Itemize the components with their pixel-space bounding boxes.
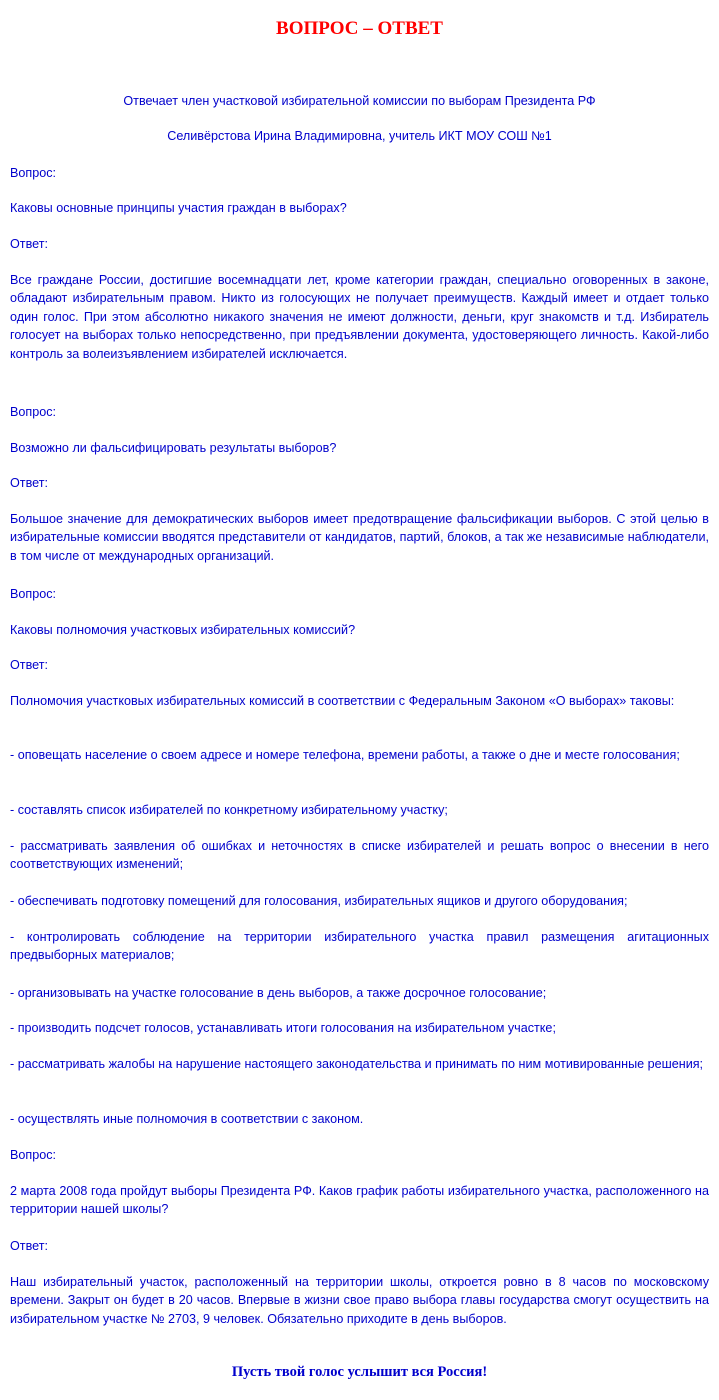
question-label: Вопрос:	[10, 166, 57, 180]
question-label: Вопрос:	[10, 405, 57, 419]
question-label: Вопрос:	[10, 1148, 57, 1162]
answer-text: Полномочия участковых избирательных комиссий в соответствии с Федеральным Законом «О выборах» таковы:	[10, 694, 675, 708]
list-item: - обеспечивать подготовку помещений для голосования, избирательных ящиков и другого оборудования;	[10, 894, 628, 908]
answer-label: Ответ:	[10, 658, 48, 672]
question-text: 2 марта 2008 года пройдут выборы Президента РФ. Каков график работы избирательного участка, расположенного на территории нашей школы?	[10, 1184, 709, 1217]
answer-label: Ответ:	[10, 1239, 48, 1253]
page-title: ВОПРОС – ОТВЕТ	[276, 18, 443, 39]
list-item: - рассматривать жалобы на нарушение настоящего законодательства и принимать по ним мотивированные решения;	[10, 1057, 704, 1071]
list-item: - составлять список избирателей по конкретному избирательному участку;	[10, 803, 448, 817]
question-text: Каковы основные принципы участия граждан в выборах?	[10, 201, 347, 215]
question-text: Возможно ли фальсифицировать результаты выборов?	[10, 441, 337, 455]
answer-text: Наш избирательный участок, расположенный на территории школы, откроется ровно в 8 часов по московскому времени. Закрыт он будет в 20 часов. Впервые в жизни свое право выбора главы государства смогут осуществить на избирательном участке № 2703, 9 человек. Обязательно приходите в день выборов.	[10, 1275, 709, 1326]
list-item: - организовывать на участке голосование в день выборов, а также досрочное голосование;	[10, 986, 547, 1000]
list-item: - контролировать соблюдение на территории избирательного участка правил размещения агитационных предвыборных материалов;	[10, 930, 709, 963]
list-item: - рассматривать заявления об ошибках и неточностях в списке избирателей и решать вопрос о внесении в него соответствующих изменений;	[10, 839, 709, 872]
list-item: - оповещать население о своем адресе и номере телефона, времени работы, а также о дне и месте голосования;	[10, 748, 680, 762]
answer-label: Ответ:	[10, 237, 48, 251]
answer-text: Большое значение для демократических выборов имеет предотвращение фальсификации выборов. С этой целью в избирательные комиссии вводятся представители от кандидатов, партий, блоков, а так же независимые наблюдатели, в том числе от международных организаций.	[10, 512, 709, 563]
closing-slogan: Пусть твой голос услышит вся Россия!	[231, 1364, 488, 1380]
list-item: - осуществлять иные полномочия в соответствии с законом.	[10, 1112, 364, 1126]
question-text: Каковы полномочия участковых избирательных комиссий?	[10, 623, 356, 637]
question-label: Вопрос:	[10, 587, 57, 601]
answer-label: Ответ:	[10, 476, 48, 490]
list-item: - производить подсчет голосов, устанавливать итоги голосования на избирательном участке;	[10, 1021, 556, 1035]
respondent-name: Селивёрстова Ирина Владимировна, учитель ИКТ МОУ СОШ №1	[167, 129, 552, 143]
answer-text: Все граждане России, достигшие восемнадцати лет, кроме категории граждан, специально оговоренных в законе, обладают избирательным правом. Никто из голосующих не получает преимуществ. Каждый имеет и отдает только один голос. При этом абсолютно никакого значения не имеют должности, деньги, круг знакомств и т.д. Избиратель голосует на выборах только непосредственно, при предъявлении документа, удостоверяющего личность. Какой-либо контроль за волеизъявлением избирателей исключается.	[10, 273, 709, 361]
respondent-line: Отвечает член участковой избирательной комиссии по выборам Президента РФ	[123, 94, 596, 108]
